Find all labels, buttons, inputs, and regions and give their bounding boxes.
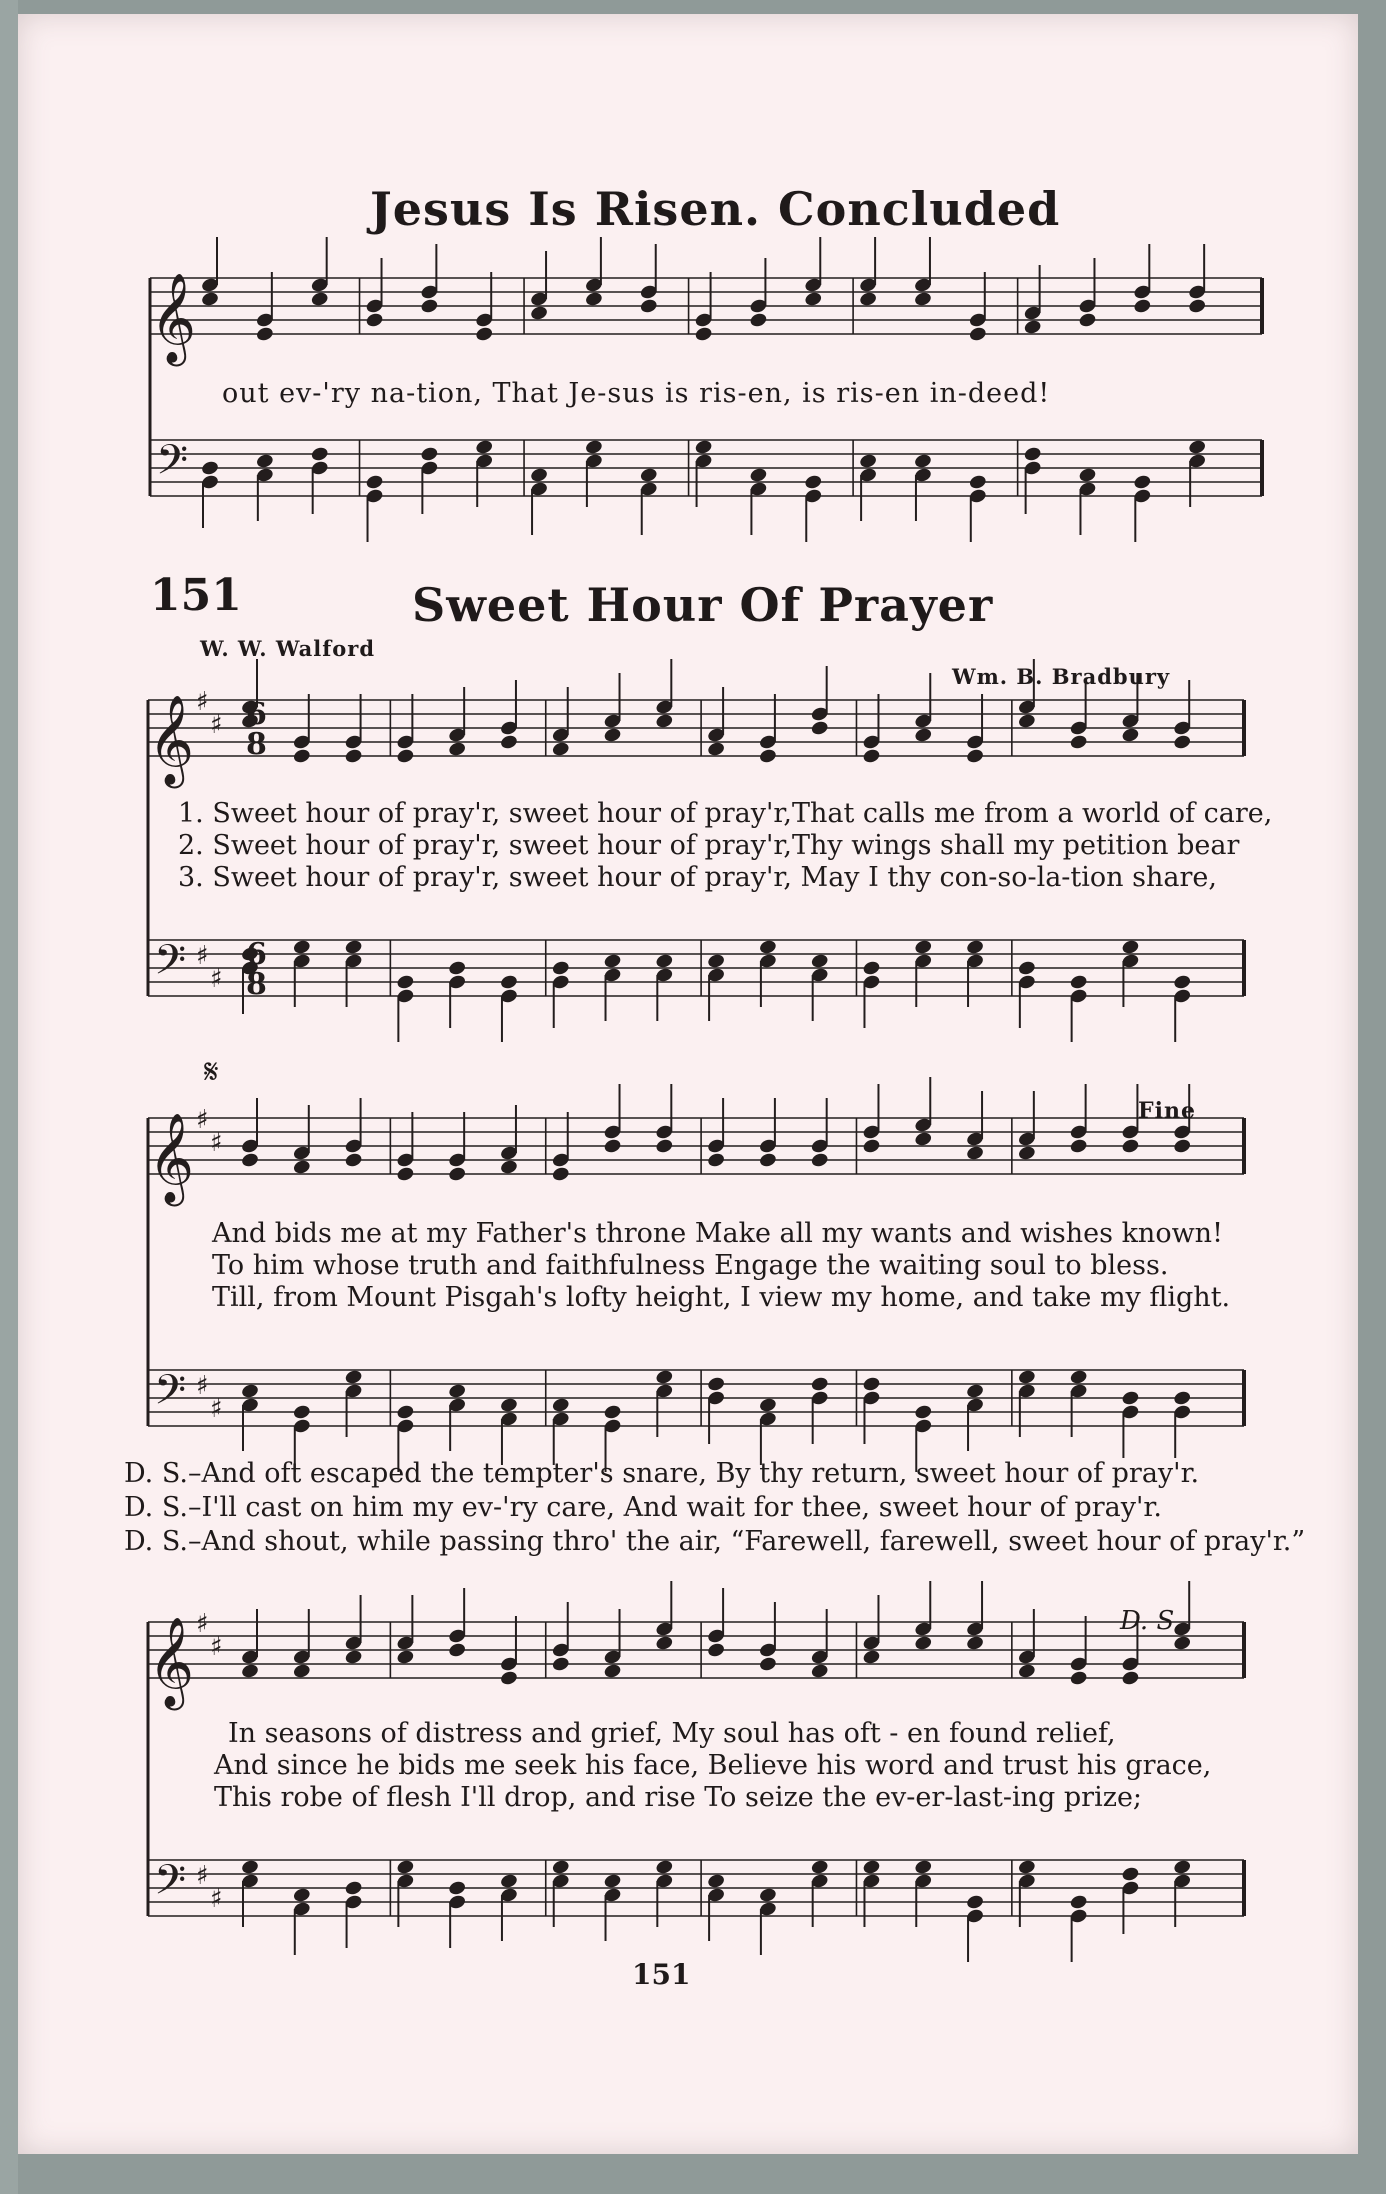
treble-3-note [810, 1663, 829, 1680]
top-treble-note [365, 312, 384, 329]
treble-2-note [758, 1152, 777, 1169]
bass-clef: 𝄢 [154, 1366, 187, 1424]
treble-3-note [707, 1642, 726, 1659]
bass-2-note [1121, 1390, 1140, 1407]
treble-2-note [862, 1138, 881, 1155]
top-bass-note [804, 474, 823, 491]
treble-2-note [292, 1159, 311, 1176]
treble-3-note [344, 1649, 363, 1666]
treble-clef: 𝄞 [148, 1113, 195, 1203]
verse-1-line-1: 1. Sweet hour of pray'r, sweet hour of pray'r,That calls me from a world of care, [178, 798, 1273, 829]
bass-3-note [1017, 1859, 1036, 1876]
top-bass-note [1078, 467, 1097, 484]
treble-2-note [655, 1138, 674, 1155]
bass-1-note [499, 974, 518, 991]
fine-marker: Fine [1138, 1098, 1196, 1124]
top-treble-note [255, 326, 274, 343]
composer: Wm. B. Bradbury [952, 664, 1171, 689]
bass-2-note [758, 1397, 777, 1414]
treble-3-note [551, 1656, 570, 1673]
bass-2-note [1173, 1390, 1192, 1407]
treble-2-note [707, 1152, 726, 1169]
bass-2-note [448, 1383, 467, 1400]
treble-3-note [448, 1642, 467, 1659]
bass-2-note [810, 1376, 829, 1393]
bass-2-note [914, 1404, 933, 1421]
treble-1-note [1069, 734, 1088, 751]
bass-3-note [810, 1859, 829, 1876]
bass-3-note [448, 1880, 467, 1897]
top-bass-note [529, 467, 548, 484]
top-treble-note [200, 291, 219, 308]
treble-2-note [1017, 1145, 1036, 1162]
treble-clef: 𝄞 [150, 273, 197, 363]
treble-2-note [810, 1152, 829, 1169]
key-signature-sharp: ♯ [196, 687, 209, 717]
key-signature-sharp: ♯ [210, 1128, 223, 1158]
bass-3-note [396, 1859, 415, 1876]
bass-3-note [499, 1873, 518, 1890]
treble-3-note [396, 1649, 415, 1666]
treble-1-note [707, 741, 726, 758]
treble-2-note [396, 1166, 415, 1183]
bass-3-note [1121, 1866, 1140, 1883]
treble-2-note [1069, 1138, 1088, 1155]
bass-clef: 𝄢 [154, 1856, 187, 1914]
treble-3-note [758, 1656, 777, 1673]
top-treble-note [475, 326, 494, 343]
treble-1-note [396, 748, 415, 765]
ds-line-3: D. S.–And shout, while passing thro' the air, “Farewell, farewell, sweet hour of pray'r.” [124, 1526, 1306, 1557]
treble-3-note [292, 1663, 311, 1680]
bass-clef: 𝄢 [156, 436, 189, 494]
treble-1-note [448, 741, 467, 758]
key-signature-sharp: ♯ [196, 1371, 209, 1401]
treble-2-note [499, 1159, 518, 1176]
top-treble-note [1023, 319, 1042, 336]
bass-3-note [965, 1894, 984, 1911]
verse-2-line-2: To him whose truth and faithfulness Engage the waiting soul to bless. [212, 1250, 1169, 1281]
treble-3-note [603, 1663, 622, 1680]
bass-3-note [1173, 1859, 1192, 1876]
treble-2-note [965, 1145, 984, 1162]
top-bass-note [200, 460, 219, 477]
treble-3-note [1069, 1670, 1088, 1687]
top-treble-note [859, 291, 878, 308]
bass-1-note [1173, 974, 1192, 991]
treble-1-note [965, 748, 984, 765]
top-bass-note [749, 467, 768, 484]
bass-3-note [1069, 1894, 1088, 1911]
bass-1-note [1017, 960, 1036, 977]
top-bass-note [584, 439, 603, 456]
top-bass-note [255, 453, 274, 470]
page-number: 151 [632, 1958, 691, 1991]
treble-clef: 𝄞 [148, 695, 195, 785]
bass-2-note [603, 1404, 622, 1421]
key-signature-sharp: ♯ [196, 1105, 209, 1135]
bass-1-note [344, 939, 363, 956]
top-bass-note [859, 453, 878, 470]
treble-2-note [1173, 1138, 1192, 1155]
bass-2-note [551, 1397, 570, 1414]
treble-1-note [1173, 734, 1192, 751]
bass-2-note [240, 1383, 259, 1400]
treble-3-note [1121, 1670, 1140, 1687]
verse-3-line-1: 3. Sweet hour of pray'r, sweet hour of pray'r, May I thy con-so-la-tion share, [178, 862, 1217, 893]
bass-3-note [707, 1873, 726, 1890]
key-signature-sharp: ♯ [196, 1861, 209, 1891]
bass-clef: 𝄢 [154, 936, 187, 994]
top-hymn-lyric: out ev-'ry na-tion, That Je-sus is ris-en, is ris-en in-deed! [222, 378, 1051, 409]
bass-3-note [655, 1859, 674, 1876]
time-signature-treble: 8 [246, 727, 267, 762]
treble-2-note [448, 1166, 467, 1183]
time-signature-treble: 6 [246, 697, 267, 732]
treble-1-note [862, 748, 881, 765]
key-signature-sharp: ♯ [210, 1632, 223, 1662]
time-signature-bass: 6 [246, 937, 267, 972]
bass-2-note [707, 1376, 726, 1393]
bass-2-note [396, 1404, 415, 1421]
bass-1-note [448, 960, 467, 977]
top-treble-note [420, 298, 439, 315]
treble-1-note [603, 727, 622, 744]
bass-1-note [396, 974, 415, 991]
treble-3-note [499, 1670, 518, 1687]
treble-2-note [240, 1152, 259, 1169]
key-signature-sharp: ♯ [210, 710, 223, 740]
top-bass-note [475, 439, 494, 456]
top-bass-note [420, 446, 439, 463]
top-bass-note [913, 453, 932, 470]
bass-3-note [914, 1859, 933, 1876]
top-treble-note [1188, 298, 1207, 315]
key-signature-sharp: ♯ [210, 1394, 223, 1424]
top-treble-note [804, 291, 823, 308]
top-bass-note [968, 474, 987, 491]
verse-1-line-3: In seasons of distress and grief, My soul has oft - en found relief, [228, 1718, 1116, 1749]
bass-3-note [292, 1887, 311, 1904]
treble-2-note [551, 1166, 570, 1183]
verse-3-line-3: This robe of flesh I'll drop, and rise To seize the ev-er-last-ing prize; [214, 1782, 1143, 1813]
top-bass-note [1188, 439, 1207, 456]
bass-2-note [862, 1376, 881, 1393]
treble-3-note [1173, 1635, 1192, 1652]
treble-3-note [862, 1649, 881, 1666]
top-treble-note [694, 326, 713, 343]
bass-3-note [551, 1859, 570, 1876]
top-treble-note [749, 312, 768, 329]
hymn-title: Sweet Hour Of Prayer [412, 578, 994, 632]
key-signature-sharp: ♯ [210, 1884, 223, 1914]
ds-line-1: D. S.–And oft escaped the tempter's snare, By thy return, sweet hour of pray'r. [124, 1458, 1200, 1489]
treble-1-note [810, 720, 829, 737]
bass-3-note [862, 1859, 881, 1876]
segno-sign: 𝄋 [204, 1052, 219, 1092]
top-treble-note [529, 305, 548, 322]
bass-1-note [292, 939, 311, 956]
bass-2-note [1069, 1369, 1088, 1386]
bass-1-note [758, 939, 777, 956]
bass-3-note [344, 1880, 363, 1897]
treble-1-note [758, 748, 777, 765]
time-signature-bass: 8 [246, 967, 267, 1002]
treble-1-note [914, 727, 933, 744]
treble-2-note [1121, 1138, 1140, 1155]
bass-1-note [914, 939, 933, 956]
top-treble-note [584, 291, 603, 308]
top-bass-note [1133, 474, 1152, 491]
treble-1-note [1017, 713, 1036, 730]
treble-3-note [655, 1635, 674, 1652]
ds-marker: D. S. [1120, 1606, 1182, 1636]
treble-1-note [344, 748, 363, 765]
treble-2-note [914, 1131, 933, 1148]
top-treble-note [310, 291, 329, 308]
verse-2-line-3: And since he bids me seek his face, Believe his word and trust his grace, [214, 1750, 1212, 1781]
bass-1-note [810, 953, 829, 970]
bass-2-note [1017, 1369, 1036, 1386]
lyricist: W. W. Walford [200, 636, 376, 661]
treble-2-note [603, 1138, 622, 1155]
bass-1-note [965, 939, 984, 956]
treble-3-note [914, 1635, 933, 1652]
top-bass-note [1023, 446, 1042, 463]
top-bass-note [639, 467, 658, 484]
top-treble-note [1078, 312, 1097, 329]
treble-1-note [292, 748, 311, 765]
bass-3-note [240, 1859, 259, 1876]
key-signature-sharp: ♯ [210, 964, 223, 994]
treble-3-note [240, 1663, 259, 1680]
key-signature-sharp: ♯ [196, 1609, 209, 1639]
bass-1-note [862, 960, 881, 977]
treble-1-note [551, 741, 570, 758]
bass-3-note [758, 1887, 777, 1904]
verse-2-line-1: 2. Sweet hour of pray'r, sweet hour of pray'r,Thy wings shall my petition bear [178, 830, 1240, 861]
verse-1-line-2: And bids me at my Father's throne Make all my wants and wishes known! [212, 1218, 1223, 1249]
bass-1-note [707, 953, 726, 970]
top-bass-note [365, 474, 384, 491]
treble-1-note [655, 713, 674, 730]
bass-2-note [655, 1369, 674, 1386]
treble-3-note [1017, 1663, 1036, 1680]
bass-2-note [344, 1369, 363, 1386]
treble-3-note [965, 1635, 984, 1652]
bass-1-note [1069, 974, 1088, 991]
treble-1-note [499, 734, 518, 751]
top-bass-note [694, 439, 713, 456]
ds-line-2: D. S.–I'll cast on him my ev-'ry care, And wait for thee, sweet hour of pray'r. [124, 1492, 1162, 1523]
top-treble-note [639, 298, 658, 315]
treble-2-note [344, 1152, 363, 1169]
top-treble-note [913, 291, 932, 308]
bass-1-note [603, 953, 622, 970]
key-signature-sharp: ♯ [196, 941, 209, 971]
bass-1-note [1121, 939, 1140, 956]
top-treble-note [968, 326, 987, 343]
top-hymn-title: Jesus Is Risen. Concluded [370, 182, 1061, 236]
top-treble-note [1133, 298, 1152, 315]
bass-1-note [655, 953, 674, 970]
bass-2-note [292, 1404, 311, 1421]
hymn-number: 151 [150, 570, 242, 621]
top-bass-note [310, 446, 329, 463]
bass-2-note [965, 1383, 984, 1400]
bass-2-note [499, 1397, 518, 1414]
verse-3-line-2: Till, from Mount Pisgah's lofty height, I view my home, and take my flight. [212, 1282, 1231, 1313]
treble-clef: 𝄞 [148, 1617, 195, 1707]
treble-1-note [1121, 727, 1140, 744]
bass-3-note [603, 1873, 622, 1890]
bass-1-note [551, 960, 570, 977]
